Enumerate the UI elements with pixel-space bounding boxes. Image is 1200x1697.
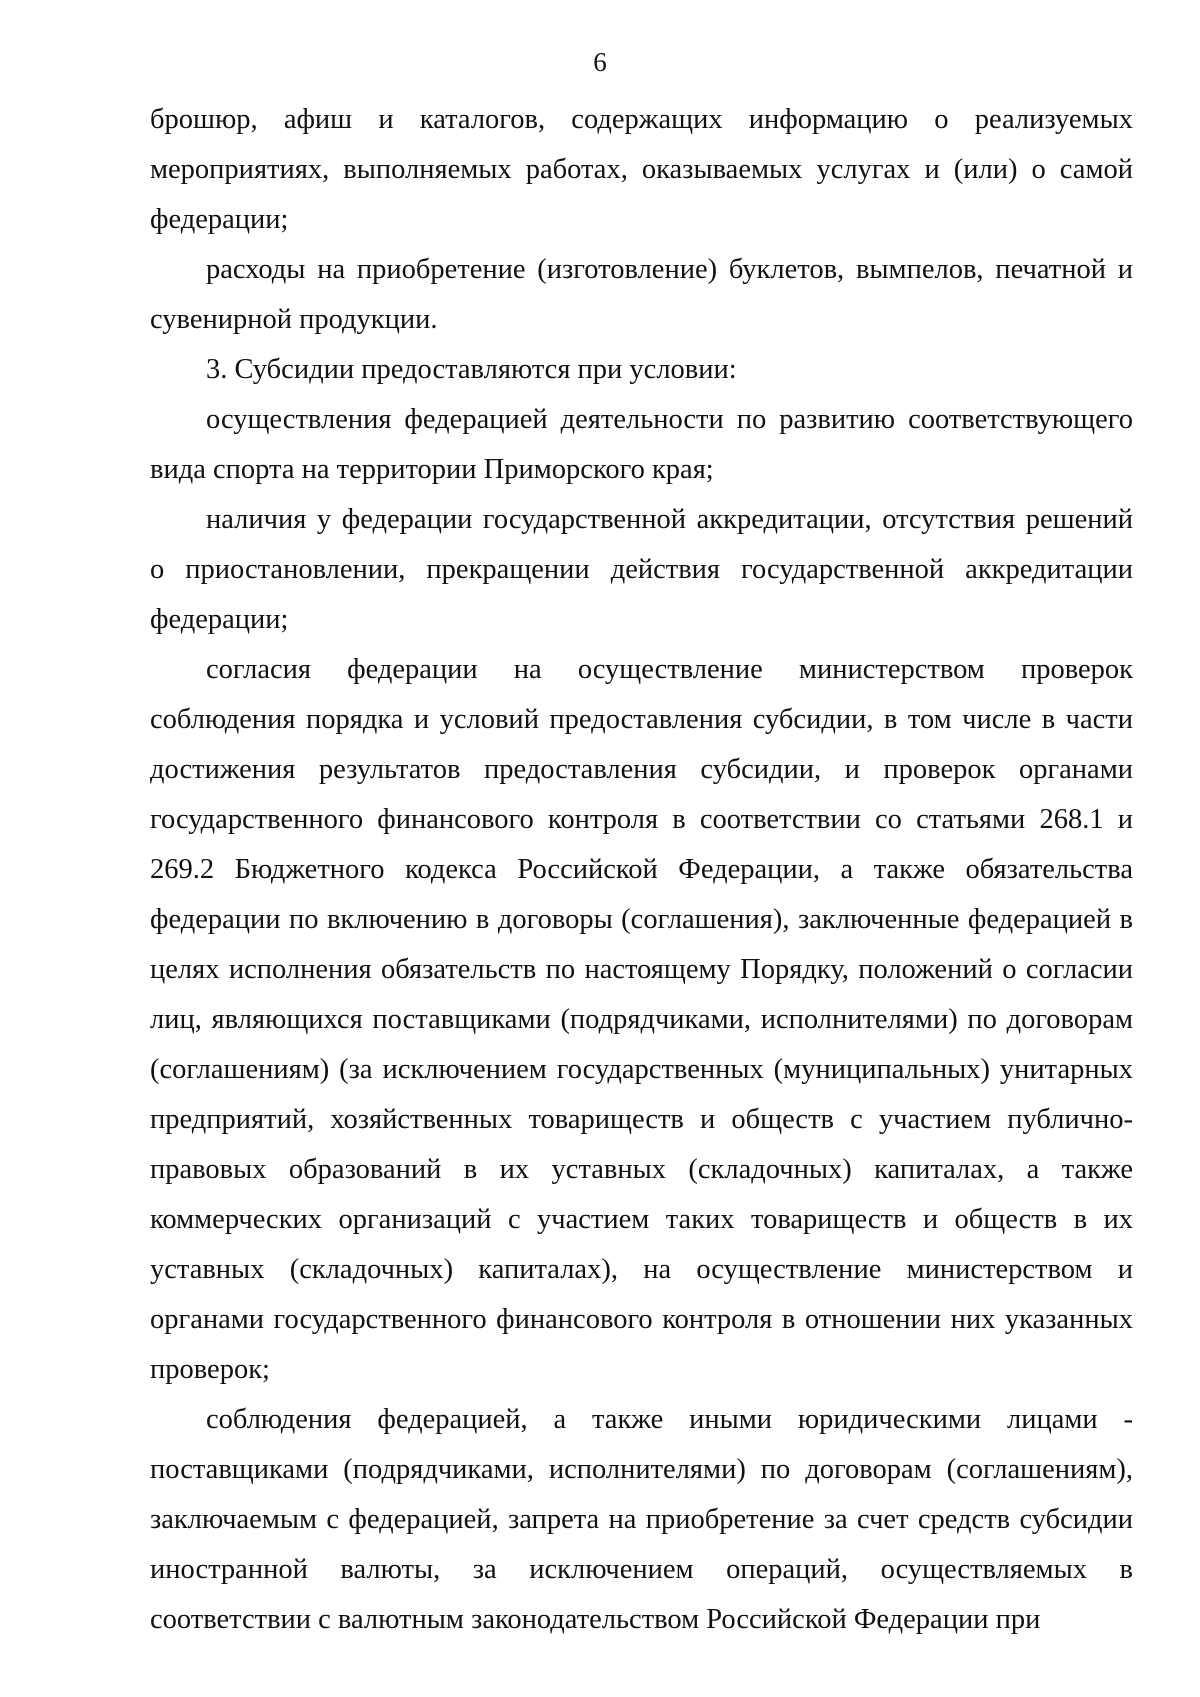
paragraph-continuation: брошюр, афиш и каталогов, содержащих информацию о реализуемых мероприятиях, выполняемых работах, оказываемых услугах и (или) о самой федерации; (150, 104, 1133, 235)
document-body (150, 95, 1133, 1645)
paragraph-condition-consent: согласия федерации на осуществление министерством проверок соблюдения порядка и условий предоставления субсидии, в том числе в части достижения результатов предоставления субсидии, и проверок органами государственного финансового контроля в соответствии со статьями 268.1 и 269.2 Бюджетного кодекса Российской Федерации, а также обязательства федерации по включению в договоры (соглашения), заключенные федерацией в целях исполнения обязательств по настоящему Порядку, положений о согласии лиц, являющихся поставщиками (подрядчиками, исполнителями) по договорам (соглашениям) (за исключением государственных (муниципальных) унитарных предприятий, хозяйственных товариществ и обществ с участием публично-правовых образований в их уставных (складочных) капиталах, а также коммерческих организаций с участием таких товариществ и обществ в их уставных (складочных) капиталах), на осуществление министерством и органами государственного финансового контроля в отношении них указанных проверок; (150, 654, 1133, 1385)
paragraph-condition-currency: соблюдения федерацией, а также иными юридическими лицами - поставщиками (подрядчиками, исполнителями) по договорам (соглашениям), заключаемым с федерацией, запрета на приобретение за счет средств субсидии иностранной валюты, за исключением операций, осуществляемых в соответствии с валютным законодательством Российской Федерации при (150, 1404, 1133, 1635)
paragraph-section-3-heading: 3. Субсидии предоставляются при условии: (206, 354, 737, 385)
paragraph-expenses: расходы на приобретение (изготовление) буклетов, вымпелов, печатной и сувенирной продукции. (150, 254, 1133, 335)
paragraph-condition-accreditation: наличия у федерации государственной аккредитации, отсутствия решений о приостановлении, прекращении действия государственной аккредитации федерации; (150, 504, 1133, 635)
paragraph-condition-activity: осуществления федерацией деятельности по развитию соответствующего вида спорта на территории Приморского края; (150, 404, 1133, 485)
page-number: 6 (593, 47, 607, 77)
